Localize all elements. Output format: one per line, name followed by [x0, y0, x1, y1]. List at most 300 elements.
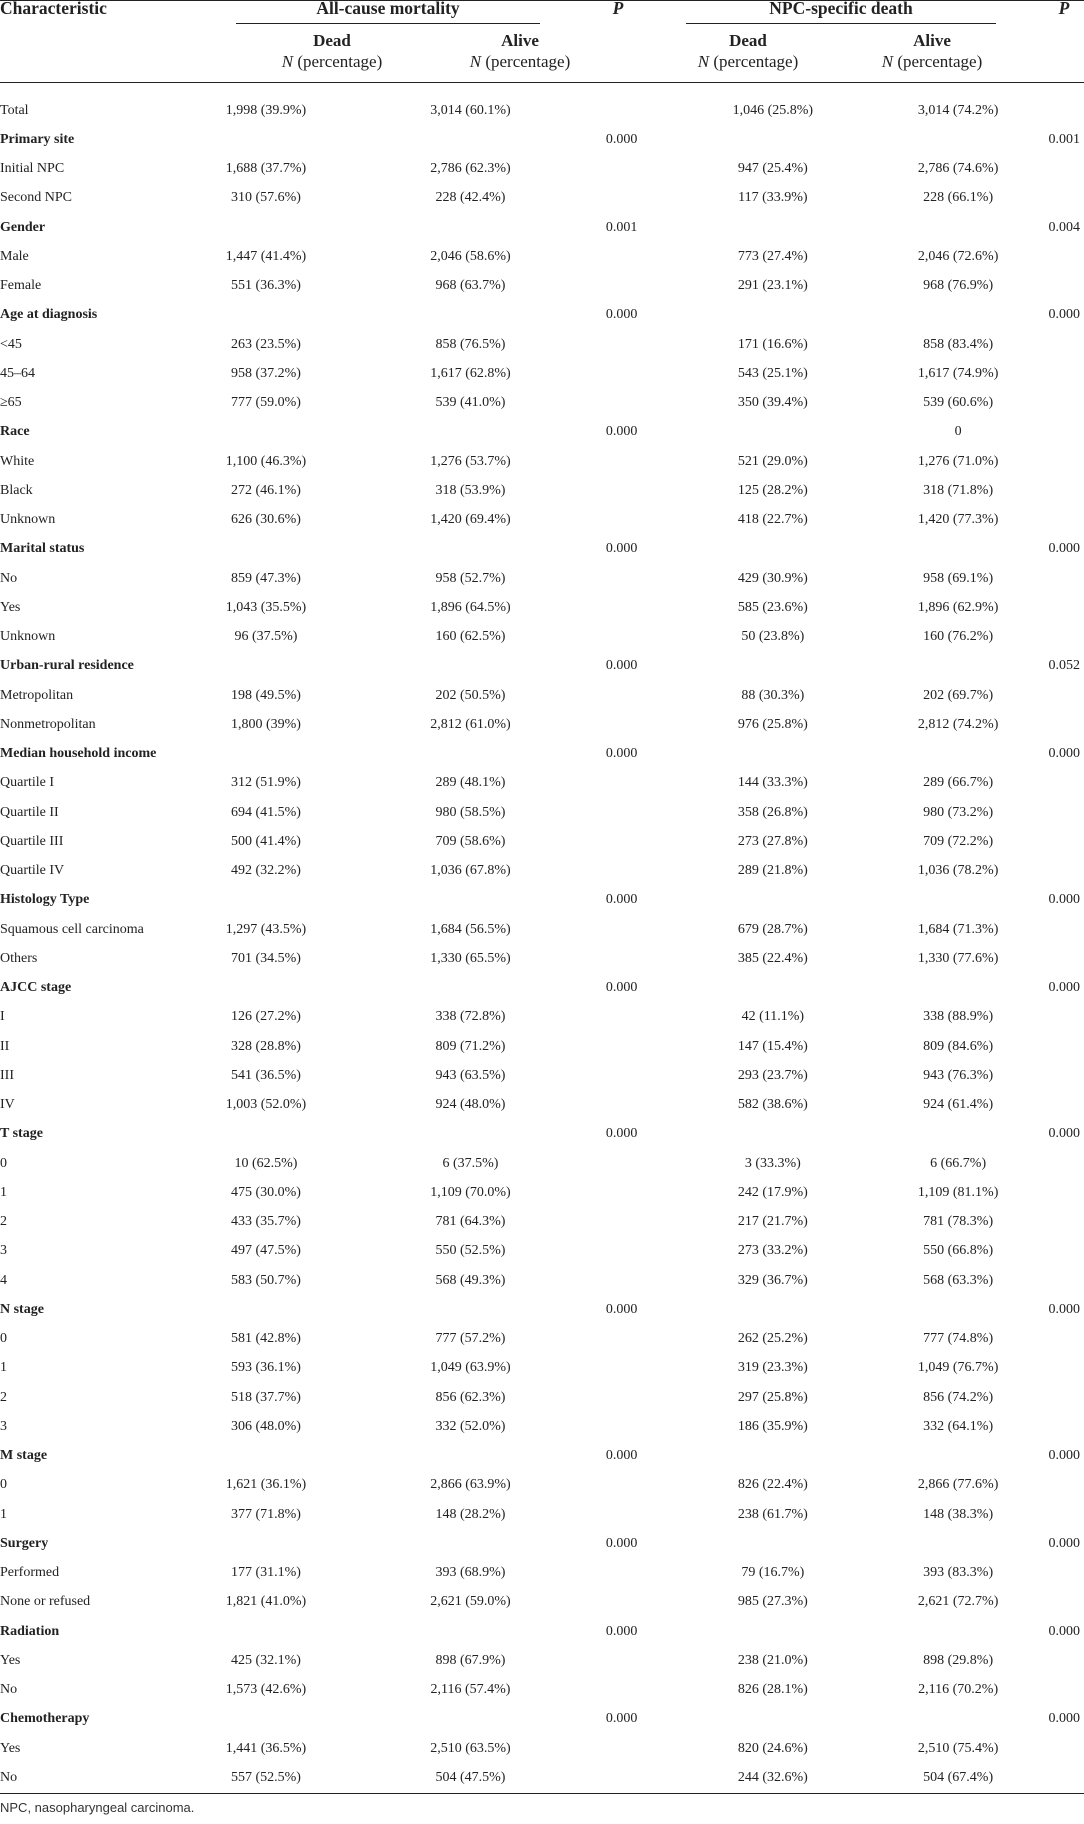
- group-underline-2: [686, 23, 996, 24]
- alive-all-cause-cell: 2,510 (63.5%): [430, 1740, 511, 1756]
- header-p-2: P: [1058, 0, 1070, 18]
- alive-all-cause-cell: 2,621 (59.0%): [430, 1594, 511, 1610]
- row-label: Unknown: [0, 512, 56, 528]
- row-label: Nonmetropolitan: [0, 716, 96, 732]
- row-label: Female: [0, 278, 42, 294]
- dead-all-cause-cell: 518 (37.7%): [230, 1389, 301, 1405]
- row-label: 1: [0, 1506, 7, 1522]
- alive-npc-cell: [868, 974, 1049, 1003]
- alive-all-cause-cell: 202 (50.5%): [435, 687, 506, 703]
- p-value-all-cause-cell: 0.000: [605, 1623, 638, 1639]
- dead-npc-cell: 171 (16.6%): [737, 336, 808, 352]
- p-value-all-cause-cell: [565, 447, 678, 476]
- row-label: Unknown: [0, 629, 56, 645]
- alive-all-cause-cell: [376, 1617, 566, 1646]
- row-label: 45–64: [0, 365, 35, 381]
- row-label: IV: [0, 1097, 15, 1113]
- group-underline-1: [236, 23, 540, 24]
- p-value-all-cause-cell: 0.000: [605, 1448, 638, 1464]
- p-value-all-cause-cell: [565, 359, 678, 388]
- category-row: [0, 1617, 1084, 1646]
- row-label: AJCC stage: [0, 980, 72, 996]
- alive-npc-cell: 6 (66.7%): [930, 1155, 987, 1171]
- table-row: [0, 769, 1084, 798]
- table-row: [0, 593, 1084, 622]
- dead-npc-cell: [678, 886, 868, 915]
- p-value-all-cause-cell: [565, 1500, 678, 1529]
- alive-all-cause-cell: 6 (37.5%): [442, 1155, 499, 1171]
- dead-all-cause-cell: 1,573 (42.6%): [225, 1682, 307, 1698]
- dead-all-cause-cell: 583 (50.7%): [230, 1272, 301, 1288]
- table-row: [0, 242, 1084, 271]
- dead-npc-cell: 147 (15.4%): [737, 1038, 808, 1054]
- p-value-all-cause-cell: 0.000: [605, 424, 638, 440]
- dead-all-cause-cell: 10 (62.5%): [234, 1155, 298, 1171]
- category-row: [0, 535, 1084, 564]
- p-value-npc-cell: 0.000: [1048, 1535, 1080, 1551]
- alive-all-cause-cell: 2,786 (62.3%): [430, 161, 511, 177]
- row-label: 1: [0, 1184, 7, 1200]
- row-label: 4: [0, 1272, 7, 1288]
- dead-npc-cell: [678, 301, 868, 330]
- dead-all-cause-cell: [156, 1442, 375, 1471]
- alive-npc-cell: [868, 740, 1049, 769]
- dead-npc-cell: 826 (28.1%): [737, 1682, 808, 1698]
- dead-npc-cell: 418 (22.7%): [737, 512, 808, 528]
- table-row: [0, 1237, 1084, 1266]
- alive-npc-cell: 2,621 (72.7%): [917, 1594, 999, 1610]
- p-value-npc-cell: [1049, 564, 1084, 593]
- p-value-npc-cell: 0.000: [1048, 1711, 1080, 1727]
- row-label: I: [0, 1009, 5, 1025]
- alive-npc-cell: 943 (76.3%): [923, 1067, 994, 1083]
- dead-all-cause-cell: 1,441 (36.5%): [225, 1740, 307, 1756]
- alive-npc-cell: 781 (78.3%): [923, 1214, 994, 1230]
- alive-all-cause-cell: 148 (28.2%): [435, 1506, 506, 1522]
- subheader-alive-1: [420, 30, 620, 72]
- dead-all-cause-cell: 581 (42.8%): [230, 1331, 301, 1347]
- row-label: Second NPC: [0, 190, 72, 206]
- p-value-npc-cell: [1049, 1325, 1084, 1354]
- alive-npc-cell: 1,276 (71.0%): [917, 453, 999, 469]
- p-value-all-cause-cell: 0.000: [605, 131, 638, 147]
- header-characteristic: Characteristic: [0, 0, 107, 18]
- p-value-npc-cell: [1049, 359, 1084, 388]
- alive-all-cause-cell: 958 (52.7%): [435, 570, 506, 586]
- p-value-all-cause-cell: [565, 827, 678, 856]
- p-value-npc-cell: [1049, 593, 1084, 622]
- dead-npc-cell: 1,046 (25.8%): [732, 102, 814, 118]
- p-value-all-cause-cell: [565, 1471, 678, 1500]
- p-value-all-cause-cell: [565, 272, 678, 301]
- p-value-all-cause-cell: [565, 155, 678, 184]
- alive-npc-cell: 1,684 (71.3%): [917, 921, 999, 937]
- p-value-npc-cell: [1049, 184, 1084, 213]
- p-value-all-cause-cell: [565, 681, 678, 710]
- dead-all-cause-cell: [156, 535, 375, 564]
- alive-npc-cell: 1,036 (78.2%): [917, 863, 999, 879]
- dead-all-cause-cell: 475 (30.0%): [230, 1184, 301, 1200]
- alive-all-cause-cell: 1,330 (65.5%): [430, 950, 511, 966]
- alive-all-cause-cell: 539 (41.0%): [435, 395, 506, 411]
- dead-npc-cell: 262 (25.2%): [737, 1331, 808, 1347]
- dead-npc-cell: 238 (61.7%): [737, 1506, 808, 1522]
- alive-all-cause-cell: 898 (67.9%): [435, 1652, 506, 1668]
- p-value-npc-cell: 0.000: [1048, 1623, 1080, 1639]
- dead-all-cause-cell: 1,800 (39%): [230, 716, 301, 732]
- alive-npc-cell: [868, 1442, 1049, 1471]
- alive-npc-cell: [868, 1617, 1049, 1646]
- alive-all-cause-cell: 1,684 (56.5%): [430, 921, 511, 937]
- alive-npc-cell: 958 (69.1%): [923, 570, 994, 586]
- dead-npc-cell: 521 (29.0%): [737, 453, 808, 469]
- p-value-all-cause-cell: 0.000: [605, 746, 638, 762]
- p-value-npc-cell: [1049, 418, 1084, 447]
- category-row: [0, 886, 1084, 915]
- dead-npc-cell: 42 (11.1%): [741, 1009, 805, 1025]
- table-row: [0, 915, 1084, 944]
- p-value-all-cause-cell: [565, 593, 678, 622]
- dead-all-cause-cell: 492 (32.2%): [230, 863, 301, 879]
- p-value-npc-cell: 0.000: [1048, 541, 1080, 557]
- alive-npc-cell: [868, 213, 1049, 242]
- p-value-npc-cell: [1049, 1676, 1084, 1705]
- category-row: [0, 1705, 1084, 1734]
- p-value-npc-cell: 0.000: [1048, 1301, 1080, 1317]
- row-label: Yes: [0, 1740, 21, 1756]
- table-row: [0, 1734, 1084, 1763]
- p-value-npc-cell: [1049, 857, 1084, 886]
- table-row: [0, 1500, 1084, 1529]
- p-value-npc-cell: [1049, 389, 1084, 418]
- dead-all-cause-cell: [156, 301, 375, 330]
- alive-npc-cell: 924 (61.4%): [923, 1097, 994, 1113]
- p-value-npc-cell: [1049, 1149, 1084, 1178]
- row-label: No: [0, 1769, 18, 1785]
- row-label: Initial NPC: [0, 161, 65, 177]
- row-label: M stage: [0, 1448, 48, 1464]
- alive-npc-cell: 539 (60.6%): [923, 395, 994, 411]
- alive-all-cause-cell: [376, 125, 566, 154]
- dead-npc-cell: 679 (28.7%): [737, 921, 808, 937]
- category-row: [0, 1442, 1084, 1471]
- dead-all-cause-cell: 557 (52.5%): [230, 1769, 301, 1785]
- subheader-dead-2: [648, 30, 848, 72]
- alive-npc-cell: 3,014 (74.2%): [917, 102, 999, 118]
- table-row: [0, 857, 1084, 886]
- alive-npc-cell: 1,617 (74.9%): [917, 365, 999, 381]
- subheader-alive-2: [832, 30, 1032, 72]
- dead-npc-cell: 117 (33.9%): [738, 190, 808, 206]
- dead-all-cause-cell: 1,621 (36.1%): [225, 1477, 307, 1493]
- p-value-all-cause-cell: [565, 1178, 678, 1207]
- p-value-npc-cell: [1049, 1061, 1084, 1090]
- alive-npc-cell: 332 (64.1%): [923, 1418, 994, 1434]
- dead-npc-cell: [678, 1617, 868, 1646]
- p-value-all-cause-cell: [565, 798, 678, 827]
- dead-npc-cell: 773 (27.4%): [737, 248, 808, 264]
- alive-npc-cell: 2,510 (75.4%): [917, 1740, 999, 1756]
- row-label: Others: [0, 950, 38, 966]
- p-value-all-cause-cell: [565, 1208, 678, 1237]
- p-value-npc-cell: [1049, 798, 1084, 827]
- alive-npc-cell: 160 (76.2%): [923, 629, 994, 645]
- row-label: Radiation: [0, 1623, 60, 1639]
- alive-npc-cell: 2,116 (70.2%): [918, 1682, 999, 1698]
- p-value-all-cause-cell: [565, 623, 678, 652]
- p-value-all-cause-cell: 0.000: [605, 980, 638, 996]
- dead-npc-cell: 319 (23.3%): [737, 1360, 808, 1376]
- p-value-all-cause-cell: 0.000: [605, 1711, 638, 1727]
- dead-npc-cell: 582 (38.6%): [737, 1097, 808, 1113]
- dead-all-cause-cell: 328 (28.8%): [230, 1038, 301, 1054]
- row-label: Squamous cell carcinoma: [0, 921, 144, 937]
- dead-npc-cell: [678, 1120, 868, 1149]
- alive-label-2: Alive: [913, 31, 951, 50]
- alive-npc-cell: [868, 1529, 1049, 1558]
- p-value-npc-cell: [1049, 1734, 1084, 1763]
- p-value-all-cause-cell: [565, 1676, 678, 1705]
- pct-label-2: (percentage): [485, 52, 571, 71]
- dead-npc-cell: 242 (17.9%): [737, 1184, 808, 1200]
- alive-npc-cell: 504 (67.4%): [923, 1769, 994, 1785]
- alive-all-cause-cell: 809 (71.2%): [435, 1038, 506, 1054]
- alive-all-cause-cell: 289 (48.1%): [435, 775, 506, 791]
- table-row: [0, 1588, 1084, 1617]
- row-label: Total: [0, 102, 29, 118]
- dead-npc-cell: [678, 125, 868, 154]
- dead-npc-cell: 144 (33.3%): [737, 775, 808, 791]
- p-value-npc-cell: [1049, 476, 1084, 505]
- dead-npc-cell: 79 (16.7%): [741, 1565, 805, 1581]
- dead-all-cause-cell: 958 (37.2%): [230, 365, 301, 381]
- pct-label-1: (percentage): [297, 52, 383, 71]
- alive-all-cause-cell: [376, 652, 566, 681]
- alive-npc-cell: 393 (83.3%): [923, 1565, 994, 1581]
- row-label: Histology Type: [0, 892, 90, 908]
- p-value-all-cause-cell: [565, 769, 678, 798]
- dead-npc-cell: 186 (35.9%): [737, 1418, 808, 1434]
- p-value-all-cause-cell: [565, 1559, 678, 1588]
- row-label: Marital status: [0, 541, 85, 557]
- p-value-npc-cell: [1049, 272, 1084, 301]
- row-label: White: [0, 453, 35, 469]
- alive-all-cause-cell: 943 (63.5%): [435, 1067, 506, 1083]
- p-value-npc-cell: [1049, 1003, 1084, 1032]
- dead-all-cause-cell: [156, 1295, 375, 1324]
- table-row: [0, 96, 1084, 125]
- alive-all-cause-cell: 2,116 (57.4%): [430, 1682, 511, 1698]
- dead-npc-cell: 820 (24.6%): [737, 1740, 808, 1756]
- dead-all-cause-cell: 551 (36.3%): [230, 278, 301, 294]
- table-row: [0, 447, 1084, 476]
- table-row: [0, 1646, 1084, 1675]
- dead-npc-cell: 3 (33.3%): [744, 1155, 801, 1171]
- p-value-all-cause-cell: [565, 944, 678, 973]
- row-label: Metropolitan: [0, 687, 74, 703]
- alive-all-cause-cell: 1,036 (67.8%): [430, 863, 511, 879]
- p-value-npc-cell: [1049, 1646, 1084, 1675]
- alive-npc-cell: [868, 1705, 1049, 1734]
- p-value-npc-cell: 0.000: [1048, 307, 1080, 323]
- n-label-1: N: [281, 52, 294, 71]
- category-row: [0, 974, 1084, 1003]
- dead-npc-cell: [678, 1295, 868, 1324]
- table-row: [0, 1763, 1084, 1792]
- alive-all-cause-cell: [376, 301, 566, 330]
- alive-all-cause-cell: 318 (53.9%): [435, 482, 506, 498]
- alive-all-cause-cell: 550 (52.5%): [435, 1243, 506, 1259]
- p-value-npc-cell: [1049, 1178, 1084, 1207]
- row-label: Primary site: [0, 131, 75, 147]
- p-value-all-cause-cell: [565, 242, 678, 271]
- dead-all-cause-cell: 377 (71.8%): [230, 1506, 301, 1522]
- p-value-all-cause-cell: [565, 1588, 678, 1617]
- dead-npc-cell: [678, 652, 868, 681]
- alive-npc-cell: 318 (71.8%): [923, 482, 994, 498]
- alive-npc-cell: 148 (38.3%): [923, 1506, 994, 1522]
- dead-npc-cell: 429 (30.9%): [737, 570, 808, 586]
- row-label: Surgery: [0, 1535, 49, 1551]
- dead-all-cause-cell: 1,447 (41.4%): [225, 248, 307, 264]
- alive-all-cause-cell: 2,046 (58.6%): [430, 248, 511, 264]
- row-label: None or refused: [0, 1594, 91, 1610]
- alive-npc-cell: 2,046 (72.6%): [917, 248, 999, 264]
- alive-npc-cell: 550 (66.8%): [923, 1243, 994, 1259]
- dead-all-cause-cell: [156, 1617, 375, 1646]
- p-value-all-cause-cell: [565, 1325, 678, 1354]
- p-value-npc-cell: [1049, 1412, 1084, 1441]
- alive-all-cause-cell: 504 (47.5%): [435, 1769, 506, 1785]
- alive-npc-cell: [868, 1120, 1049, 1149]
- alive-npc-cell: 1,420 (77.3%): [917, 512, 999, 528]
- p-value-all-cause-cell: [565, 1061, 678, 1090]
- table-row: [0, 359, 1084, 388]
- category-row: [0, 418, 1084, 447]
- p-value-all-cause-cell: [565, 330, 678, 359]
- p-value-all-cause-cell: [565, 1383, 678, 1412]
- row-label: 0: [0, 1477, 7, 1493]
- p-value-all-cause-cell: 0.000: [605, 541, 638, 557]
- alive-all-cause-cell: 393 (68.9%): [435, 1565, 506, 1581]
- alive-npc-cell: 289 (66.7%): [923, 775, 994, 791]
- alive-all-cause-cell: 968 (63.7%): [435, 278, 506, 294]
- dead-label-1: Dead: [313, 31, 351, 50]
- alive-all-cause-cell: 980 (58.5%): [435, 804, 506, 820]
- p-value-npc-cell: [1049, 330, 1084, 359]
- table-row: [0, 1325, 1084, 1354]
- table-row: [0, 1061, 1084, 1090]
- alive-all-cause-cell: 924 (48.0%): [435, 1097, 506, 1113]
- alive-npc-cell: 568 (63.3%): [923, 1272, 994, 1288]
- p-value-npc-cell: 0.000: [1048, 892, 1080, 908]
- p-value-all-cause-cell: [565, 1646, 678, 1675]
- dead-all-cause-cell: 1,297 (43.5%): [225, 921, 307, 937]
- p-value-npc-cell: 0.000: [1048, 1126, 1080, 1142]
- dead-npc-cell: 88 (30.3%): [741, 687, 805, 703]
- category-row: [0, 740, 1084, 769]
- row-label: Quartile III: [0, 833, 64, 849]
- dead-all-cause-cell: [156, 652, 375, 681]
- p-value-npc-cell: [1049, 944, 1084, 973]
- dead-npc-cell: [678, 974, 868, 1003]
- row-label: Quartile II: [0, 804, 59, 820]
- dead-npc-cell: [678, 213, 868, 242]
- row-label: 3: [0, 1243, 7, 1259]
- p-value-npc-cell: [1049, 1266, 1084, 1295]
- alive-npc-cell: [868, 301, 1049, 330]
- p-value-npc-cell: 0.004: [1048, 219, 1080, 235]
- p-value-npc-cell: [1049, 242, 1084, 271]
- alive-all-cause-cell: 228 (42.4%): [435, 190, 506, 206]
- p-value-all-cause-cell: [565, 915, 678, 944]
- row-label: Median household income: [0, 746, 157, 762]
- alive-all-cause-cell: 1,109 (70.0%): [430, 1184, 511, 1200]
- dead-npc-cell: [678, 418, 868, 447]
- table-row: [0, 1559, 1084, 1588]
- p-value-npc-cell: [1049, 447, 1084, 476]
- dead-all-cause-cell: 541 (36.5%): [230, 1067, 301, 1083]
- dead-all-cause-cell: [156, 125, 375, 154]
- row-label: Urban-rural residence: [0, 658, 134, 674]
- table-row: [0, 623, 1084, 652]
- p-value-all-cause-cell: [565, 857, 678, 886]
- alive-npc-cell: 777 (74.8%): [923, 1331, 994, 1347]
- dead-all-cause-cell: 306 (48.0%): [230, 1418, 301, 1434]
- row-label: Yes: [0, 1652, 21, 1668]
- alive-all-cause-cell: 856 (62.3%): [435, 1389, 506, 1405]
- category-row: [0, 1120, 1084, 1149]
- table-row: [0, 1003, 1084, 1032]
- alive-npc-cell: 228 (66.1%): [923, 190, 994, 206]
- dead-all-cause-cell: 859 (47.3%): [230, 570, 301, 586]
- row-label: Gender: [0, 219, 46, 235]
- p-value-all-cause-cell: [565, 1237, 678, 1266]
- dead-all-cause-cell: [156, 213, 375, 242]
- p-value-all-cause-cell: 0.000: [605, 307, 638, 323]
- alive-npc-cell: [868, 886, 1049, 915]
- dead-all-cause-cell: 1,688 (37.7%): [225, 161, 307, 177]
- table-row: [0, 564, 1084, 593]
- alive-all-cause-cell: 160 (62.5%): [435, 629, 506, 645]
- p-value-npc-cell: 0.052: [1048, 658, 1080, 674]
- p-value-npc-cell: [1049, 915, 1084, 944]
- alive-npc-cell: 0: [954, 424, 962, 440]
- p-value-npc-cell: [1049, 623, 1084, 652]
- row-label: II: [0, 1038, 10, 1054]
- p-value-all-cause-cell: 0.001: [605, 219, 638, 235]
- alive-npc-cell: 2,812 (74.2%): [917, 716, 999, 732]
- table-row: [0, 330, 1084, 359]
- row-label: Black: [0, 482, 33, 498]
- dead-npc-cell: 289 (21.8%): [737, 863, 808, 879]
- alive-all-cause-cell: 1,049 (63.9%): [430, 1360, 511, 1376]
- alive-all-cause-cell: 1,420 (69.4%): [430, 512, 511, 528]
- p-value-all-cause-cell: [565, 1354, 678, 1383]
- p-value-npc-cell: [1049, 1354, 1084, 1383]
- dead-all-cause-cell: 497 (47.5%): [230, 1243, 301, 1259]
- alive-all-cause-cell: [376, 740, 566, 769]
- p-value-npc-cell: [1049, 1208, 1084, 1237]
- alive-all-cause-cell: 2,866 (63.9%): [430, 1477, 511, 1493]
- alive-all-cause-cell: 568 (49.3%): [435, 1272, 506, 1288]
- table-row: [0, 155, 1084, 184]
- subheader-dead-1: [232, 30, 432, 72]
- p-value-npc-cell: [1049, 1091, 1084, 1120]
- dead-all-cause-cell: 1,003 (52.0%): [225, 1097, 307, 1113]
- alive-all-cause-cell: 777 (57.2%): [435, 1331, 506, 1347]
- dead-npc-cell: 585 (23.6%): [737, 599, 808, 615]
